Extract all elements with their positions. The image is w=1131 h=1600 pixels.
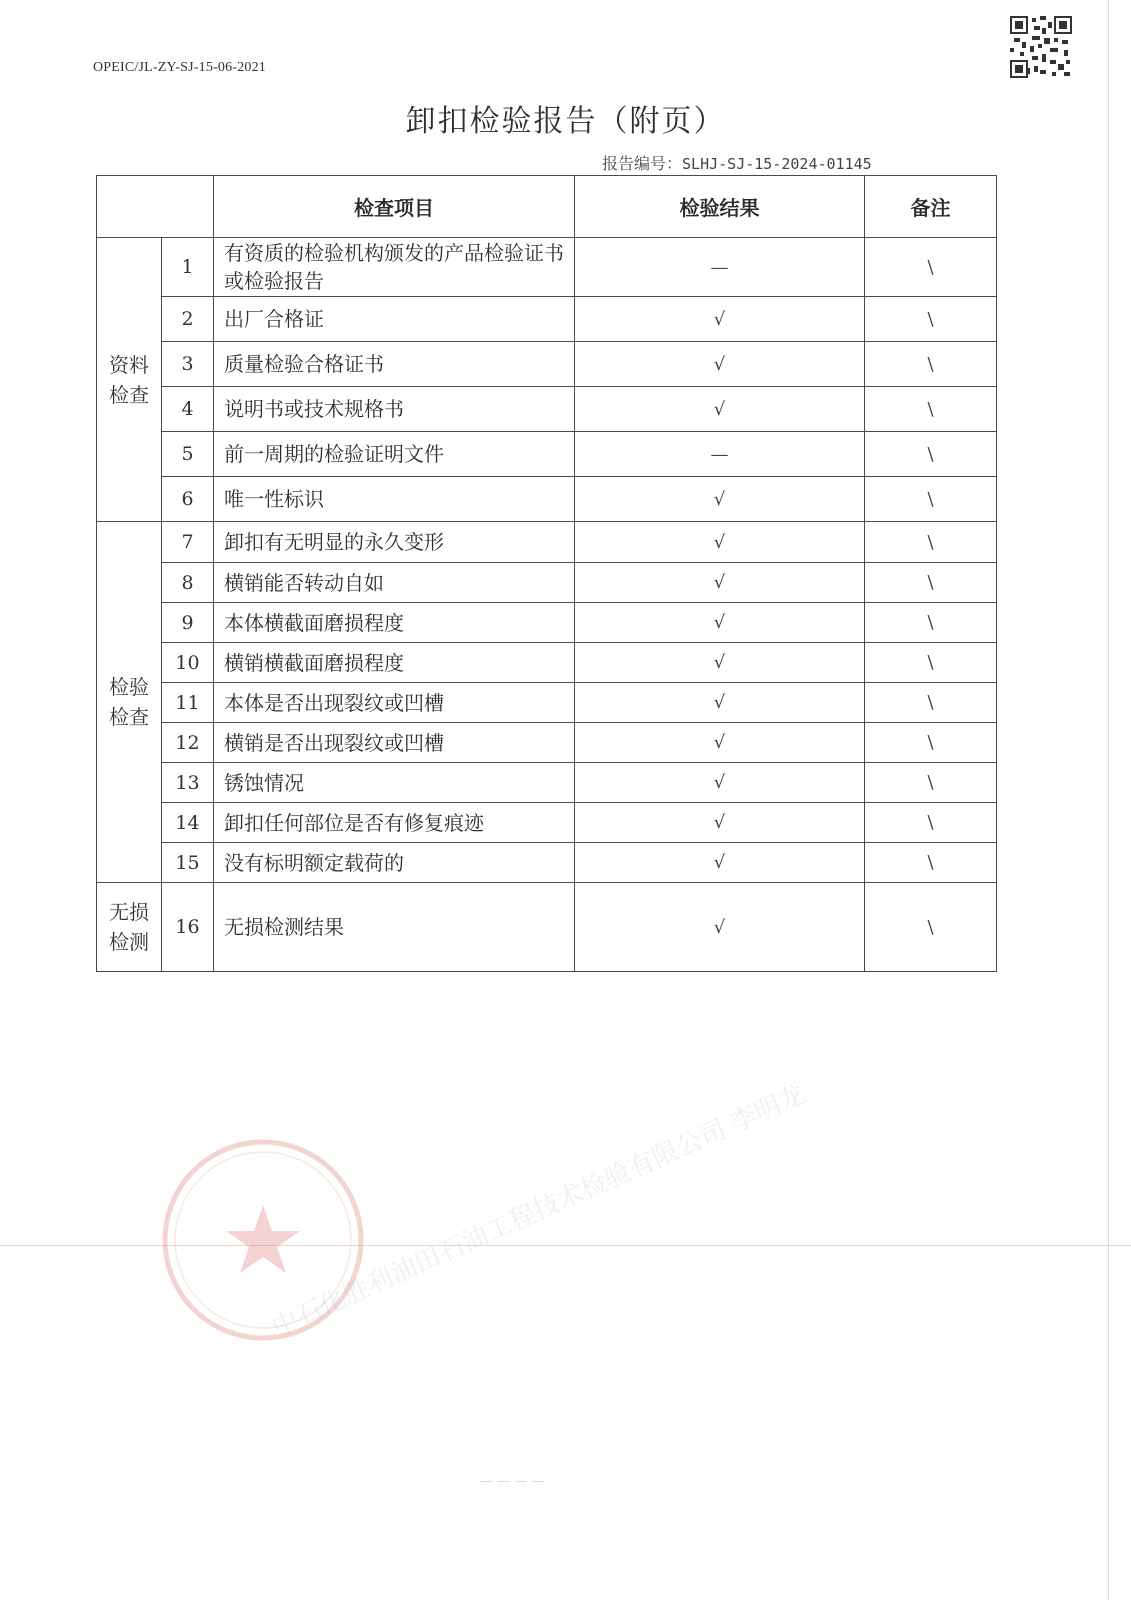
row-remark: \ xyxy=(865,683,997,723)
row-result: √ xyxy=(575,522,865,563)
row-number: 11 xyxy=(162,683,214,723)
row-item: 唯一性标识 xyxy=(214,477,575,522)
row-number: 7 xyxy=(162,522,214,563)
star-icon xyxy=(226,1205,300,1273)
category-cell: 检验 检查 xyxy=(97,522,162,883)
row-remark: \ xyxy=(865,603,997,643)
row-result: √ xyxy=(575,342,865,387)
row-remark: \ xyxy=(865,723,997,763)
row-item: 卸扣有无明显的永久变形 xyxy=(214,522,575,563)
report-number xyxy=(602,151,872,174)
row-remark: \ xyxy=(865,563,997,603)
row-result: √ xyxy=(575,477,865,522)
row-number: 1 xyxy=(162,238,214,297)
table-header-row xyxy=(97,176,997,238)
row-remark: \ xyxy=(865,297,997,342)
scan-artifact-line xyxy=(0,1245,1131,1246)
row-result: √ xyxy=(575,883,865,972)
row-result: √ xyxy=(575,803,865,843)
row-item: 卸扣任何部位是否有修复痕迹 xyxy=(214,803,575,843)
table-row xyxy=(97,238,997,297)
row-result: — xyxy=(575,238,865,297)
row-remark: \ xyxy=(865,522,997,563)
page-title: 卸扣检验报告（附页） xyxy=(405,104,726,139)
table-row xyxy=(97,387,997,432)
scan-edge-line xyxy=(1108,0,1109,1600)
row-result: √ xyxy=(575,723,865,763)
row-remark: \ xyxy=(865,477,997,522)
page-footer-mark: — — — — xyxy=(480,1474,545,1489)
header-remark: 备注 xyxy=(865,176,997,238)
row-item: 锈蚀情况 xyxy=(214,763,575,803)
row-remark: \ xyxy=(865,803,997,843)
row-number: 3 xyxy=(162,342,214,387)
row-number: 10 xyxy=(162,643,214,683)
table-row xyxy=(97,477,997,522)
table-row xyxy=(97,432,997,477)
qr-code-icon xyxy=(1010,16,1072,78)
watermark: 中石化胜利油田石油工程技术检验有限公司 李明龙 xyxy=(267,1079,810,1343)
row-number: 2 xyxy=(162,297,214,342)
row-remark: \ xyxy=(865,843,997,883)
row-result: √ xyxy=(575,643,865,683)
row-item: 有资质的检验机构颁发的产品检验证书或检验报告 xyxy=(214,238,575,297)
row-result: √ xyxy=(575,297,865,342)
table-row xyxy=(97,763,997,803)
row-number: 13 xyxy=(162,763,214,803)
row-item: 本体是否出现裂纹或凹槽 xyxy=(214,683,575,723)
table-row xyxy=(97,297,997,342)
table-row xyxy=(97,843,997,883)
document-code: OPEIC/JL-ZY-SJ-15-06-2021 xyxy=(93,60,266,75)
row-result: √ xyxy=(575,843,865,883)
row-number: 5 xyxy=(162,432,214,477)
table-row xyxy=(97,643,997,683)
report-number-label: 报告编号： xyxy=(602,154,683,173)
row-result: — xyxy=(575,432,865,477)
row-remark: \ xyxy=(865,238,997,297)
row-number: 4 xyxy=(162,387,214,432)
table-row xyxy=(97,342,997,387)
row-number: 9 xyxy=(162,603,214,643)
row-number: 16 xyxy=(162,883,214,972)
table-row xyxy=(97,803,997,843)
row-remark: \ xyxy=(865,883,997,972)
header-blank-cell xyxy=(97,176,214,238)
row-number: 6 xyxy=(162,477,214,522)
report-number-value: SLHJ-SJ-15-2024-01145 xyxy=(682,155,872,173)
table-row xyxy=(97,683,997,723)
row-item: 前一周期的检验证明文件 xyxy=(214,432,575,477)
row-number: 8 xyxy=(162,563,214,603)
inspection-table xyxy=(96,175,997,972)
row-result: √ xyxy=(575,763,865,803)
row-item: 说明书或技术规格书 xyxy=(214,387,575,432)
row-item: 无损检测结果 xyxy=(214,883,575,972)
row-number: 12 xyxy=(162,723,214,763)
row-result: √ xyxy=(575,563,865,603)
row-remark: \ xyxy=(865,387,997,432)
row-item: 横销横截面磨损程度 xyxy=(214,643,575,683)
official-seal xyxy=(158,1135,368,1345)
row-item: 没有标明额定载荷的 xyxy=(214,843,575,883)
table-row xyxy=(97,563,997,603)
table-row xyxy=(97,723,997,763)
table-row xyxy=(97,603,997,643)
row-item: 出厂合格证 xyxy=(214,297,575,342)
row-result: √ xyxy=(575,387,865,432)
header-item: 检查项目 xyxy=(214,176,575,238)
row-number: 15 xyxy=(162,843,214,883)
row-item: 横销能否转动自如 xyxy=(214,563,575,603)
row-remark: \ xyxy=(865,342,997,387)
table-row xyxy=(97,522,997,563)
category-cell: 无损 检测 xyxy=(97,883,162,972)
row-item: 本体横截面磨损程度 xyxy=(214,603,575,643)
row-remark: \ xyxy=(865,432,997,477)
row-item: 质量检验合格证书 xyxy=(214,342,575,387)
row-number: 14 xyxy=(162,803,214,843)
header-result: 检验结果 xyxy=(575,176,865,238)
row-remark: \ xyxy=(865,763,997,803)
row-result: √ xyxy=(575,603,865,643)
table-row xyxy=(97,883,997,972)
category-cell: 资料 检查 xyxy=(97,238,162,522)
row-remark: \ xyxy=(865,643,997,683)
row-item: 横销是否出现裂纹或凹槽 xyxy=(214,723,575,763)
row-result: √ xyxy=(575,683,865,723)
